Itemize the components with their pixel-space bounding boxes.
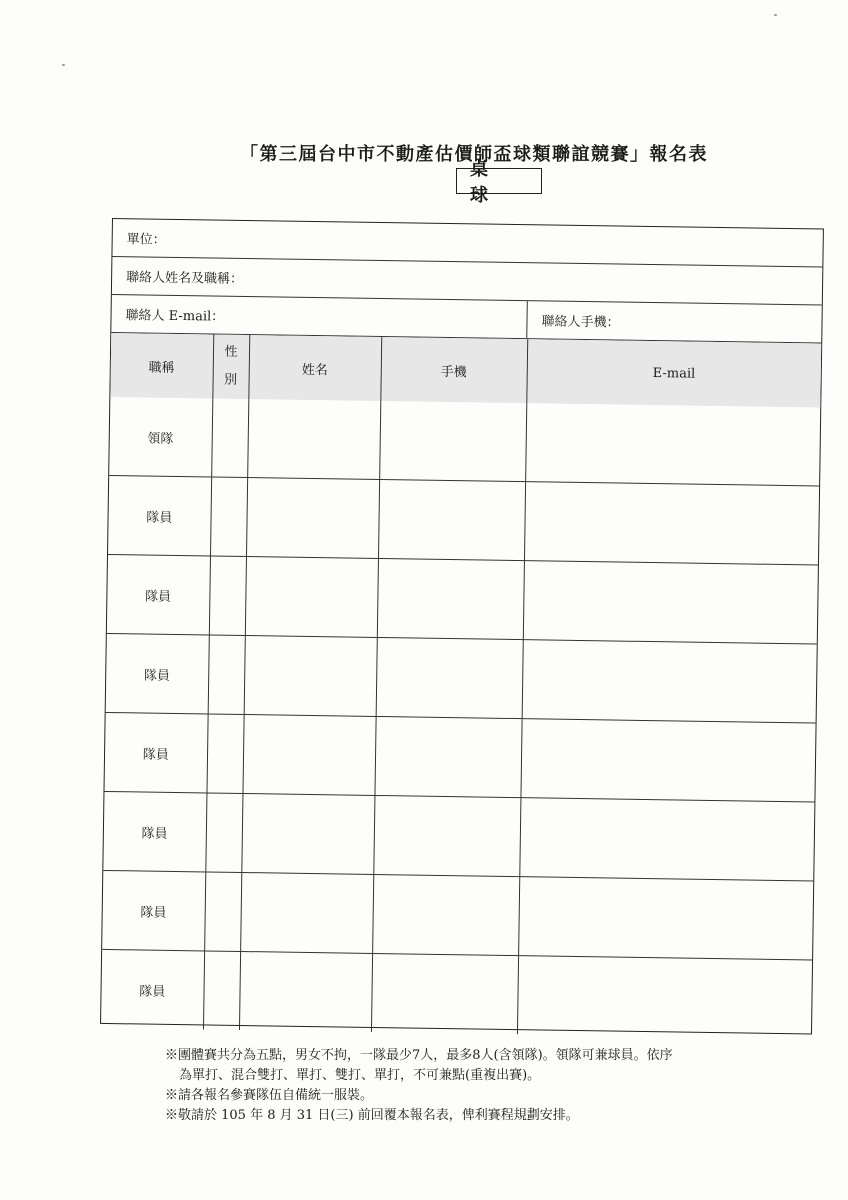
name-cell[interactable] — [244, 636, 377, 717]
name-cell[interactable] — [241, 793, 374, 874]
phone-cell[interactable] — [379, 401, 526, 482]
email-cell[interactable] — [523, 561, 818, 644]
phone-cell[interactable] — [372, 874, 519, 955]
phone-cell[interactable] — [378, 479, 525, 560]
note-3: ※敬請於 105 年 8 月 31 日(三) 前回覆本報名表，俾利賽程規劃安排。 — [165, 1108, 579, 1123]
role-cell: 隊員 — [102, 870, 205, 951]
name-cell[interactable] — [247, 399, 380, 479]
contact-phone-field[interactable] — [527, 301, 822, 342]
phone-cell[interactable] — [376, 637, 523, 718]
gender-cell[interactable] — [206, 714, 243, 794]
table-row — [109, 397, 820, 486]
registration-form — [100, 218, 824, 1034]
phone-cell[interactable] — [373, 795, 520, 876]
table-row — [102, 870, 813, 960]
scan-speck — [774, 14, 777, 16]
notes-section — [165, 1046, 805, 1126]
column-header-gender — [212, 335, 249, 400]
email-cell[interactable] — [517, 956, 812, 1039]
unit-label: 單位： — [126, 232, 166, 248]
column-header-role: 職稱 — [110, 333, 213, 399]
gender-cell[interactable] — [209, 556, 246, 636]
gender-header-line1: 性 — [224, 344, 238, 360]
gender-cell[interactable] — [204, 872, 241, 952]
table-row — [107, 554, 818, 644]
column-header-email: E-mail — [526, 339, 821, 407]
column-header-name: 姓名 — [248, 335, 381, 401]
table-row — [106, 633, 817, 723]
role-cell: 隊員 — [108, 475, 211, 556]
table-row — [104, 712, 815, 802]
gender-cell[interactable] — [205, 793, 242, 873]
contact-phone-label: 聯絡人手機： — [541, 314, 620, 331]
role-cell: 隊員 — [104, 712, 207, 793]
name-cell[interactable] — [240, 872, 373, 953]
role-cell: 隊員 — [101, 949, 204, 1029]
table-row — [101, 949, 812, 1038]
name-cell[interactable] — [246, 478, 379, 559]
note-2: ※請各報名參賽隊伍自備統一服裝。 — [165, 1088, 374, 1103]
gender-cell[interactable] — [210, 477, 247, 557]
email-cell[interactable] — [518, 877, 813, 960]
contact-email-field[interactable] — [111, 295, 528, 338]
gender-cell[interactable] — [211, 399, 248, 478]
email-cell[interactable] — [520, 719, 815, 802]
form-title: 「第三屆台中市不動產估價師盃球類聯誼競賽」報名表 — [240, 144, 708, 165]
email-cell[interactable] — [524, 482, 819, 565]
role-cell: 隊員 — [106, 633, 209, 714]
role-cell: 隊員 — [107, 554, 210, 635]
column-header-phone: 手機 — [380, 337, 527, 403]
gender-header-line2: 別 — [223, 372, 238, 388]
name-cell[interactable] — [239, 951, 372, 1031]
role-cell: 領隊 — [109, 397, 212, 477]
role-cell: 隊員 — [103, 791, 206, 872]
table-row — [103, 791, 814, 881]
name-cell[interactable] — [242, 715, 375, 796]
table-row — [108, 475, 819, 565]
contact-name-label: 聯絡人姓名及職稱： — [126, 270, 244, 287]
contact-email-label: 聯絡人 E-mail： — [125, 308, 225, 325]
email-cell[interactable] — [522, 640, 817, 723]
note-1-line-2: 為單打、混合雙打、單打、雙打、單打，不可兼點(重複出賽)。 — [179, 1068, 541, 1083]
note-1-line-1: ※團體賽共分為五點，男女不拘，一隊最少7人，最多8人(含領隊)。領隊可兼球員。依序 — [165, 1048, 673, 1063]
phone-cell[interactable] — [377, 558, 524, 639]
gender-cell[interactable] — [203, 951, 240, 1030]
roster-header-row — [110, 333, 821, 408]
roster-table — [101, 333, 821, 1038]
scan-speck — [62, 64, 65, 66]
gender-cell[interactable] — [208, 635, 245, 715]
phone-cell[interactable] — [371, 953, 518, 1034]
name-cell[interactable] — [245, 557, 378, 638]
sport-category-box: 桌 球 — [456, 168, 542, 194]
email-cell[interactable] — [519, 798, 814, 881]
email-cell[interactable] — [525, 403, 820, 486]
phone-cell[interactable] — [374, 716, 521, 797]
